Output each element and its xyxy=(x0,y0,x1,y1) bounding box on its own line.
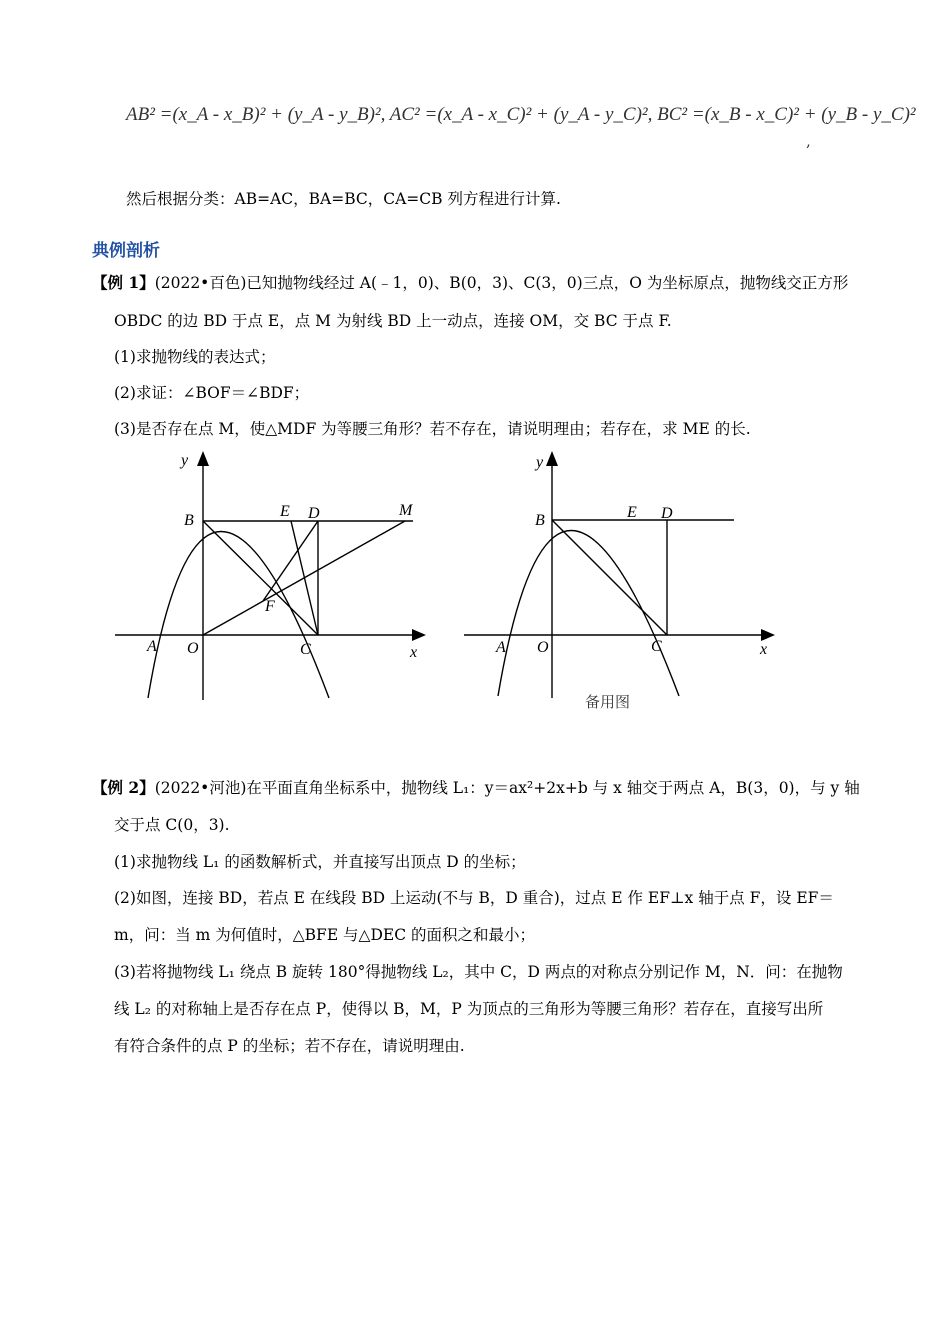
figure1-segment-bc xyxy=(203,521,318,635)
figure1-label-a: A xyxy=(147,638,157,655)
figure2-y-arrow-icon xyxy=(546,451,558,466)
example2-first-line xyxy=(92,778,860,798)
figure2-x-arrow-icon xyxy=(761,629,775,641)
figure1-label-e: E xyxy=(280,503,290,520)
figure2-diagram xyxy=(460,448,780,703)
example1-q3: (3)是否存在点 M，使△MDF 为等腰三角形？若不存在，请说明理由；若存在，求 ME 的长. xyxy=(114,420,751,438)
figure2-parabola xyxy=(498,531,679,697)
example1-first-line xyxy=(92,273,848,293)
figure1-y-arrow-icon xyxy=(197,451,209,466)
figure1-label-f: F xyxy=(265,598,275,615)
figure1-label-x: x xyxy=(410,644,418,661)
example1-line1: (2022•百色)已知抛物线经过 A(﹣1，0)、B(0，3)、C(3，0)三点，O 为坐标原点，抛物线交正方形 xyxy=(154,274,849,292)
example1-q2: (2)求证：∠BOF＝∠BDF； xyxy=(114,384,310,402)
figure1-label-m: M xyxy=(399,502,413,519)
formula-comma: , xyxy=(806,132,811,150)
figure2-segment-bc xyxy=(552,520,667,635)
figure2-label-x: x xyxy=(760,641,768,658)
example1-q1: (1)求抛物线的表达式； xyxy=(114,348,276,366)
example2-q3-line1: (3)若将抛物线 L₁ 绕点 B 旋转 180°得抛物线 L₂，其中 C，D 两点的对称点分别记作 M，N．问：在抛物 xyxy=(114,963,843,981)
figure1-x-arrow-icon xyxy=(412,629,426,641)
example2-q1: (1)求抛物线 L₁ 的函数解析式，并直接写出顶点 D 的坐标； xyxy=(114,853,526,871)
figure2-label-y: y xyxy=(536,454,544,471)
example2-q3-line3: 有符合条件的点 P 的坐标；若不存在，请说明理由. xyxy=(114,1037,465,1055)
example2-label: 【例 2】 xyxy=(92,778,155,797)
figure2-label-e: E xyxy=(627,504,637,521)
figure1-segment-df xyxy=(263,521,318,601)
figure1-diagram xyxy=(110,448,430,703)
figure2-label-a: A xyxy=(496,639,506,656)
figure1-label-b: B xyxy=(184,512,194,529)
figure2-label-b: B xyxy=(535,512,545,529)
example2-q3-line2: 线 L₂ 的对称轴上是否存在点 P，使得以 B，M，P 为顶点的三角形为等腰三角形？若存在，直接写出所 xyxy=(114,1000,824,1018)
figure1-label-c: C xyxy=(300,641,311,658)
figure2-caption: 备用图 xyxy=(585,693,631,711)
example2-line1: (2022•河池)在平面直角坐标系中，抛物线 L₁：y＝ax²+2x+b 与 x 轴交于两点 A，B(3，0)，与 y 轴 xyxy=(154,779,860,797)
figure2-label-c: C xyxy=(651,638,662,655)
example2-q2-line1: (2)如图，连接 BD，若点 E 在线段 BD 上运动(不与 B，D 重合)，过点 E 作 EF⊥x 轴于点 F，设 EF＝ xyxy=(114,889,834,907)
figure1-label-o: O xyxy=(187,640,199,657)
section-heading: 典例剖析 xyxy=(92,241,160,261)
figure1-label-y: y xyxy=(181,452,189,469)
figure1-label-d: D xyxy=(308,505,320,522)
figure2-label-d: D xyxy=(661,505,673,522)
figure2-label-o: O xyxy=(537,639,549,656)
method-text: 然后根据分类：AB=AC，BA=BC，CA=CB 列方程进行计算. xyxy=(126,190,561,208)
distance-formula: AB² =(x_A - x_B)² + (y_A - y_B)², AC² =(x_A - x_C)² + (y_A - y_C)², BC² =(x_B - x_C)² + (y_B - y_C)² xyxy=(126,104,916,125)
example2-q2-line2: m，问：当 m 为何值时，△BFE 与△DEC 的面积之和最小； xyxy=(114,926,536,944)
example2-line2: 交于点 C(0，3). xyxy=(114,816,230,834)
example1-label: 【例 1】 xyxy=(92,273,155,292)
example1-line2: OBDC 的边 BD 于点 E，点 M 为射线 BD 上一动点，连接 OM，交 BC 于点 F. xyxy=(114,312,672,330)
